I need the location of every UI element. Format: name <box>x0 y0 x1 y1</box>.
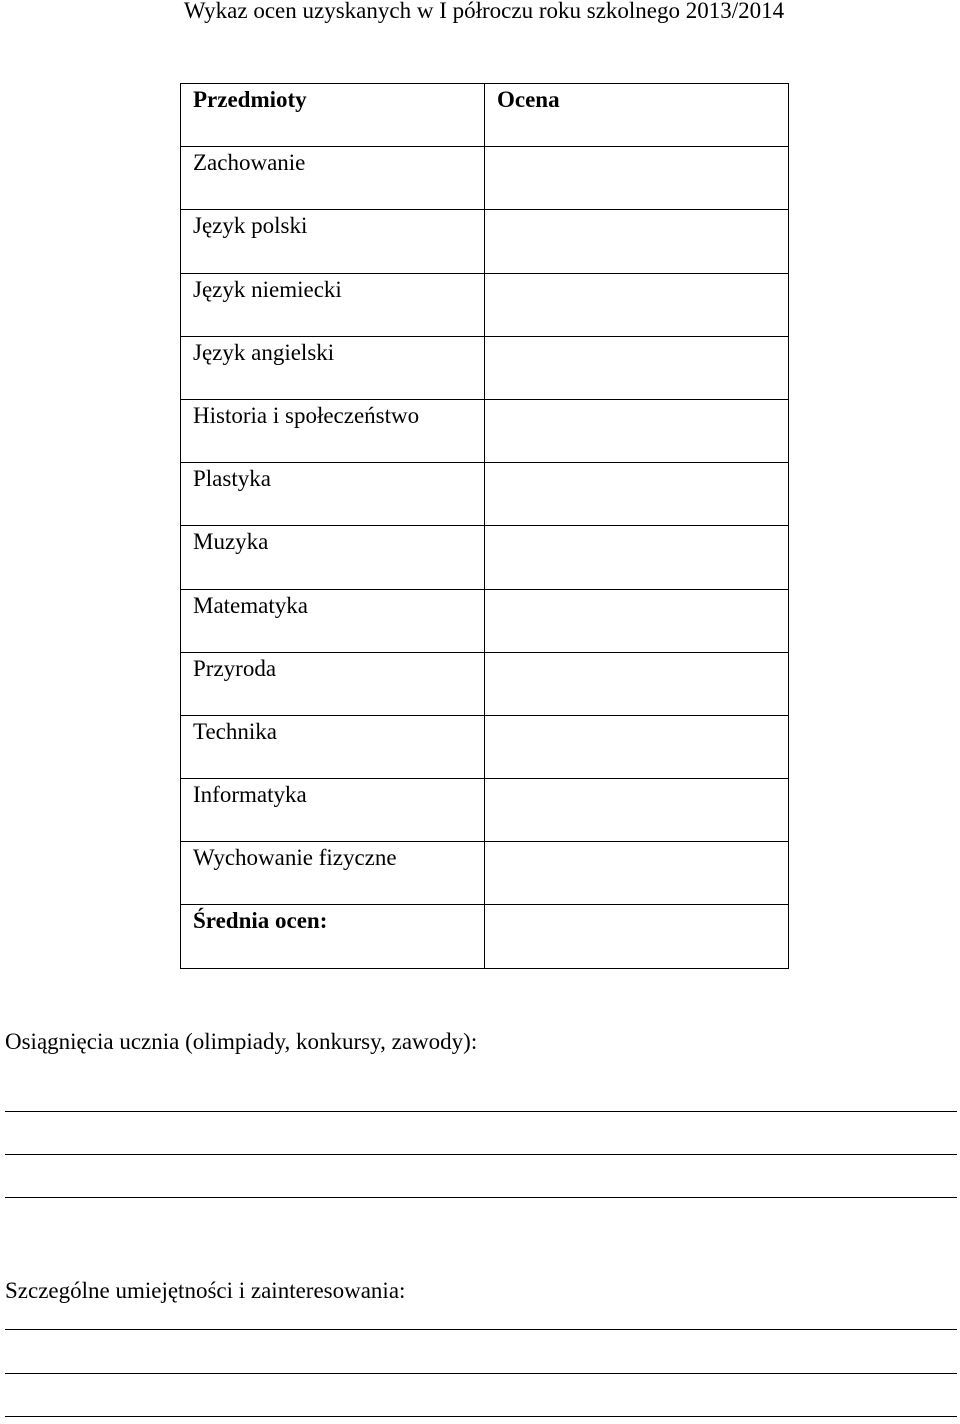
subject-cell: Matematyka <box>181 589 485 652</box>
table-row <box>181 336 789 399</box>
subject-cell: Zachowanie <box>181 147 485 210</box>
average-row <box>181 905 789 968</box>
header-subjects: Przedmioty <box>181 84 485 147</box>
grade-cell[interactable] <box>485 147 789 210</box>
skills-label: Szczególne umiejętności i zainteresowania: <box>5 1278 406 1303</box>
grade-cell[interactable] <box>485 715 789 778</box>
table-header-row <box>181 84 789 147</box>
grade-cell[interactable] <box>485 526 789 589</box>
grades-table <box>180 83 789 969</box>
average-value-cell[interactable] <box>485 905 789 968</box>
skills-line[interactable] <box>5 1329 957 1330</box>
subject-cell: Język niemiecki <box>181 273 485 336</box>
grade-cell[interactable] <box>485 463 789 526</box>
subject-cell: Język polski <box>181 210 485 273</box>
subject-cell: Plastyka <box>181 463 485 526</box>
subject-cell: Informatyka <box>181 779 485 842</box>
grade-cell[interactable] <box>485 652 789 715</box>
grade-cell[interactable] <box>485 779 789 842</box>
average-label: Średnia ocen: <box>181 905 485 968</box>
subject-cell: Muzyka <box>181 526 485 589</box>
grade-cell[interactable] <box>485 589 789 652</box>
table-row <box>181 399 789 462</box>
page-title: Wykaz ocen uzyskanych w I półroczu roku szkolnego 2013/2014 <box>183 0 785 23</box>
grade-cell[interactable] <box>485 336 789 399</box>
table-row <box>181 273 789 336</box>
table-row <box>181 589 789 652</box>
subject-cell: Język angielski <box>181 336 485 399</box>
table-row <box>181 652 789 715</box>
achievements-label: Osiągnięcia ucznia (olimpiady, konkursy, zawody): <box>5 1029 478 1054</box>
table-row <box>181 842 789 905</box>
subject-cell: Historia i społeczeństwo <box>181 399 485 462</box>
achievements-line[interactable] <box>5 1111 957 1112</box>
grade-cell[interactable] <box>485 399 789 462</box>
skills-line[interactable] <box>5 1416 957 1417</box>
skills-line[interactable] <box>5 1373 957 1374</box>
grade-cell[interactable] <box>485 842 789 905</box>
subject-cell: Przyroda <box>181 652 485 715</box>
table-row <box>181 779 789 842</box>
header-grade: Ocena <box>485 84 789 147</box>
table-row <box>181 147 789 210</box>
achievements-line[interactable] <box>5 1197 957 1198</box>
subject-cell: Wychowanie fizyczne <box>181 842 485 905</box>
table-row <box>181 463 789 526</box>
grade-cell[interactable] <box>485 210 789 273</box>
subject-cell: Technika <box>181 715 485 778</box>
achievements-line[interactable] <box>5 1154 957 1155</box>
table-row <box>181 210 789 273</box>
grade-cell[interactable] <box>485 273 789 336</box>
table-row <box>181 715 789 778</box>
table-row <box>181 526 789 589</box>
